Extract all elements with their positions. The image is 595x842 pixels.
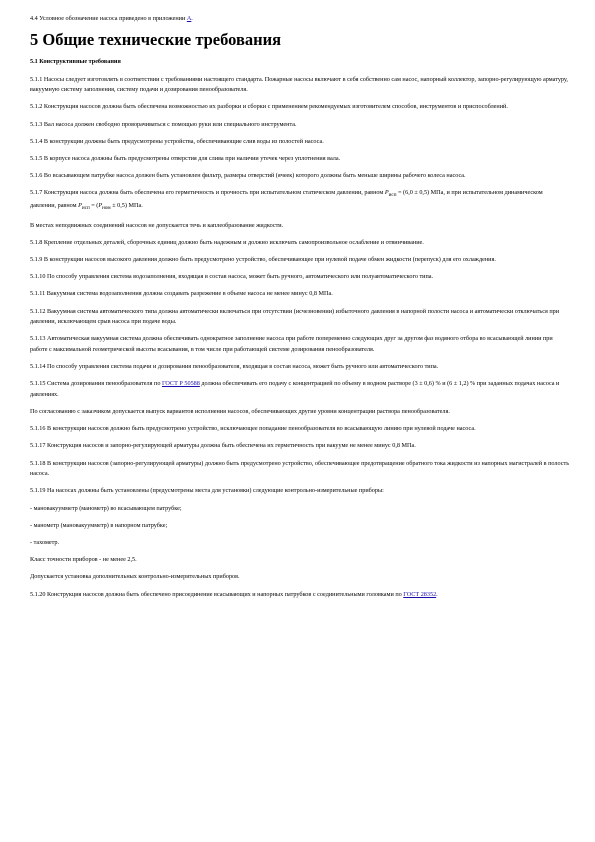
list-item: - мановакуумметр (манометр) во всасывающем патрубке; xyxy=(30,504,182,512)
paragraph-5-1-16: 5.1.16 В конструкции насосов должно быть предусмотрено устройство, исключающее попадание пенообразователя во всасывающую линию при нулевой подаче насоса. xyxy=(30,425,476,433)
paragraph-5-1-20 xyxy=(30,590,570,601)
p517-text-b: = (6,0 ± 0,5) МПа, и при испытательном динамическом давлении, равном xyxy=(30,189,543,210)
paragraph-5-1-12: 5.1.12 Вакуумная система автоматического типа должна автоматически включаться при отсутствии (исчезновении) избыточного давления в напорной полости насоса и автоматически отключаться при давлении, исключающем срыв насоса при подаче воды. xyxy=(30,307,560,326)
paragraph-5-1-5: 5.1.5 В корпусе насоса должны быть предусмотрены отверстия для слива при наличии утечек через уплотнения вала. xyxy=(30,154,341,162)
gost-28352-link[interactable]: ГОСТ 28352 xyxy=(403,590,437,598)
intro-end: . xyxy=(191,15,193,22)
paragraph-5-1-15 xyxy=(30,379,570,400)
paragraph-5-1-3: 5.1.3 Вал насоса должен свободно проворачиваться с помощью руки или специального инструмента. xyxy=(30,120,297,128)
additional-instruments-text: Допускается установка дополнительных контрольно-измерительных приборов. xyxy=(30,573,240,581)
p517-sub-1: исп xyxy=(388,192,397,199)
paragraph-5-1-10: 5.1.10 По способу управления система водозаполнения, входящая в состав насоса, может быть ручного, автоматического или полуавтоматического типа. xyxy=(30,273,434,281)
paragraph-5-1-11: 5.1.11 Вакуумная система водозаполнения должна создавать разрежение в объеме насоса не менее минус 0,8 МПа. xyxy=(30,290,333,298)
paragraph-5-1-8: 5.1.8 Крепление отдельных деталей, сборочных единиц должно быть надежным и должно исключать самопроизвольное ослабление и отвинчивание. xyxy=(30,238,424,246)
intro-text: 4.4 Условное обозначение насоса приведено в приложении xyxy=(30,15,187,22)
p517-sub-2: исп xyxy=(81,205,90,212)
paragraph-5-1-17: 5.1.17 Конструкция насосов и запорно-регулирующей арматуры должна быть обеспечена их герметичность при вакууме не менее минус 0,8 МПа. xyxy=(30,442,416,450)
p517-symbol-2: P xyxy=(78,202,82,210)
paragraph-5-1-14: 5.1.14 По способу управления система подачи и дозирования пенообразователя, входящая в состав насоса, может быть ручного или автоматического типа. xyxy=(30,363,439,371)
p5120-text-a: 5.1.20 Конструкция насосов должна быть обеспечено присоединение всасывающих и напорных патрубков с соединительными головками по xyxy=(30,590,404,598)
gost-r-50588-link[interactable]: ГОСТ Р 50588 xyxy=(161,380,200,388)
p517-symbol-1: P xyxy=(384,189,389,197)
p5120-text-b: . xyxy=(436,590,438,598)
paragraph-5-1-7-note: В местах неподвижных соединений насосов не допускается течь и каплеобразование жидкости. xyxy=(30,221,284,229)
accuracy-class-text: Класс точности приборов - не менее 2,5. xyxy=(30,556,137,564)
p5115-text-a: 5.1.15 Система дозирования пенообразователя по xyxy=(30,380,162,388)
p517-text-c: = ( xyxy=(89,202,99,210)
paragraph-5-1-4: 5.1.4 В конструкции должны быть предусмотрены устройства, обеспечивающие слив воды из полостей насоса. xyxy=(30,137,324,145)
subsection-title: 5.1 Конструктивные требования xyxy=(30,57,121,65)
section-title: 5 Общие технические требования xyxy=(30,29,282,49)
list-item: - тахометр. xyxy=(30,538,60,546)
paragraph-5-1-2: 5.1.2 Конструкция насосов должна быть обеспечена возможностью их разборки и сборки с применением рекомендуемых изготовителем способов, инструментов и приспособлений. xyxy=(30,103,508,111)
paragraph-5-1-13: 5.1.13 Автоматическая вакуумная система должна обеспечивать однократное заполнение насоса при работе попеременно следующих друг за другом фаз водяного отбора во всасывающей линии при работе с максимальной геометрической высоты всасывания, в том числе при работающей системе дозирования пенообразователя. xyxy=(30,335,553,353)
intro-paragraph xyxy=(30,14,570,25)
paragraph-5-1-6: 5.1.6 Во всасывающем патрубке насоса должен быть установлен фильтр, размеры отверстий (ячеек) которого должны быть меньше ширины рабочего колеса насоса. xyxy=(30,172,466,180)
paragraph-5-1-18: 5.1.18 В конструкции насосов (запорно-регулирующей арматуры) должно быть предусмотрено устройство, обеспечивающее предотвращение обратного тока жидкости из напорных магистралей в полость насоса. xyxy=(30,459,570,478)
p517-symbol-3: P xyxy=(98,202,103,210)
paragraph-5-1-9: 5.1.9 В конструкции насосов высокого давления должно быть предусмотрено устройство, обеспечивающее при нулевой подаче обмен жидкости (перепуск) для его охлаждения. xyxy=(30,255,496,263)
appendix-a-link[interactable]: А xyxy=(186,15,192,22)
document-page xyxy=(30,14,570,607)
p517-sub-3: ном xyxy=(102,205,111,212)
p517-text-d: ± 0,5) МПа. xyxy=(110,202,143,210)
paragraph-5-1-7 xyxy=(30,188,570,214)
p517-text-a: 5.1.7 Конструкция насоса должна быть обеспечена его герметичность и прочность при испытательном статическом давлении, равном xyxy=(30,189,385,197)
p5115-text-b: должна обеспечивать его подачу с концентрацией по объему в водном растворе (3 ± 0,6) % и (6 ± 1,2) % при заданных подачах насоса и давлениях. xyxy=(30,380,560,398)
paragraph-5-1-19: 5.1.19 На насосах должны быть установлены (предусмотрены места для установки) следующие контрольно-измерительные приборы: xyxy=(30,487,384,495)
paragraph-5-1-1: 5.1.1 Насосы следует изготовлять в соответствии с требованиями настоящего стандарта. Пожарные насосы включают в себя собственно сам насос, напорный коллектор, запорно-регулирующую арматуру, вакуумную систему заполнения, систему подачи и дозирования пенообразователя. xyxy=(30,75,568,94)
paragraph-5-1-15-note: По согласованию с заказчиком допускается выпуск вариантов исполнения насосов, обеспечивающих другие уровни концентрации раствора пенообразователя. xyxy=(30,408,450,416)
list-item: - манометр (мановакуумметр) в напорном патрубке; xyxy=(30,521,168,529)
